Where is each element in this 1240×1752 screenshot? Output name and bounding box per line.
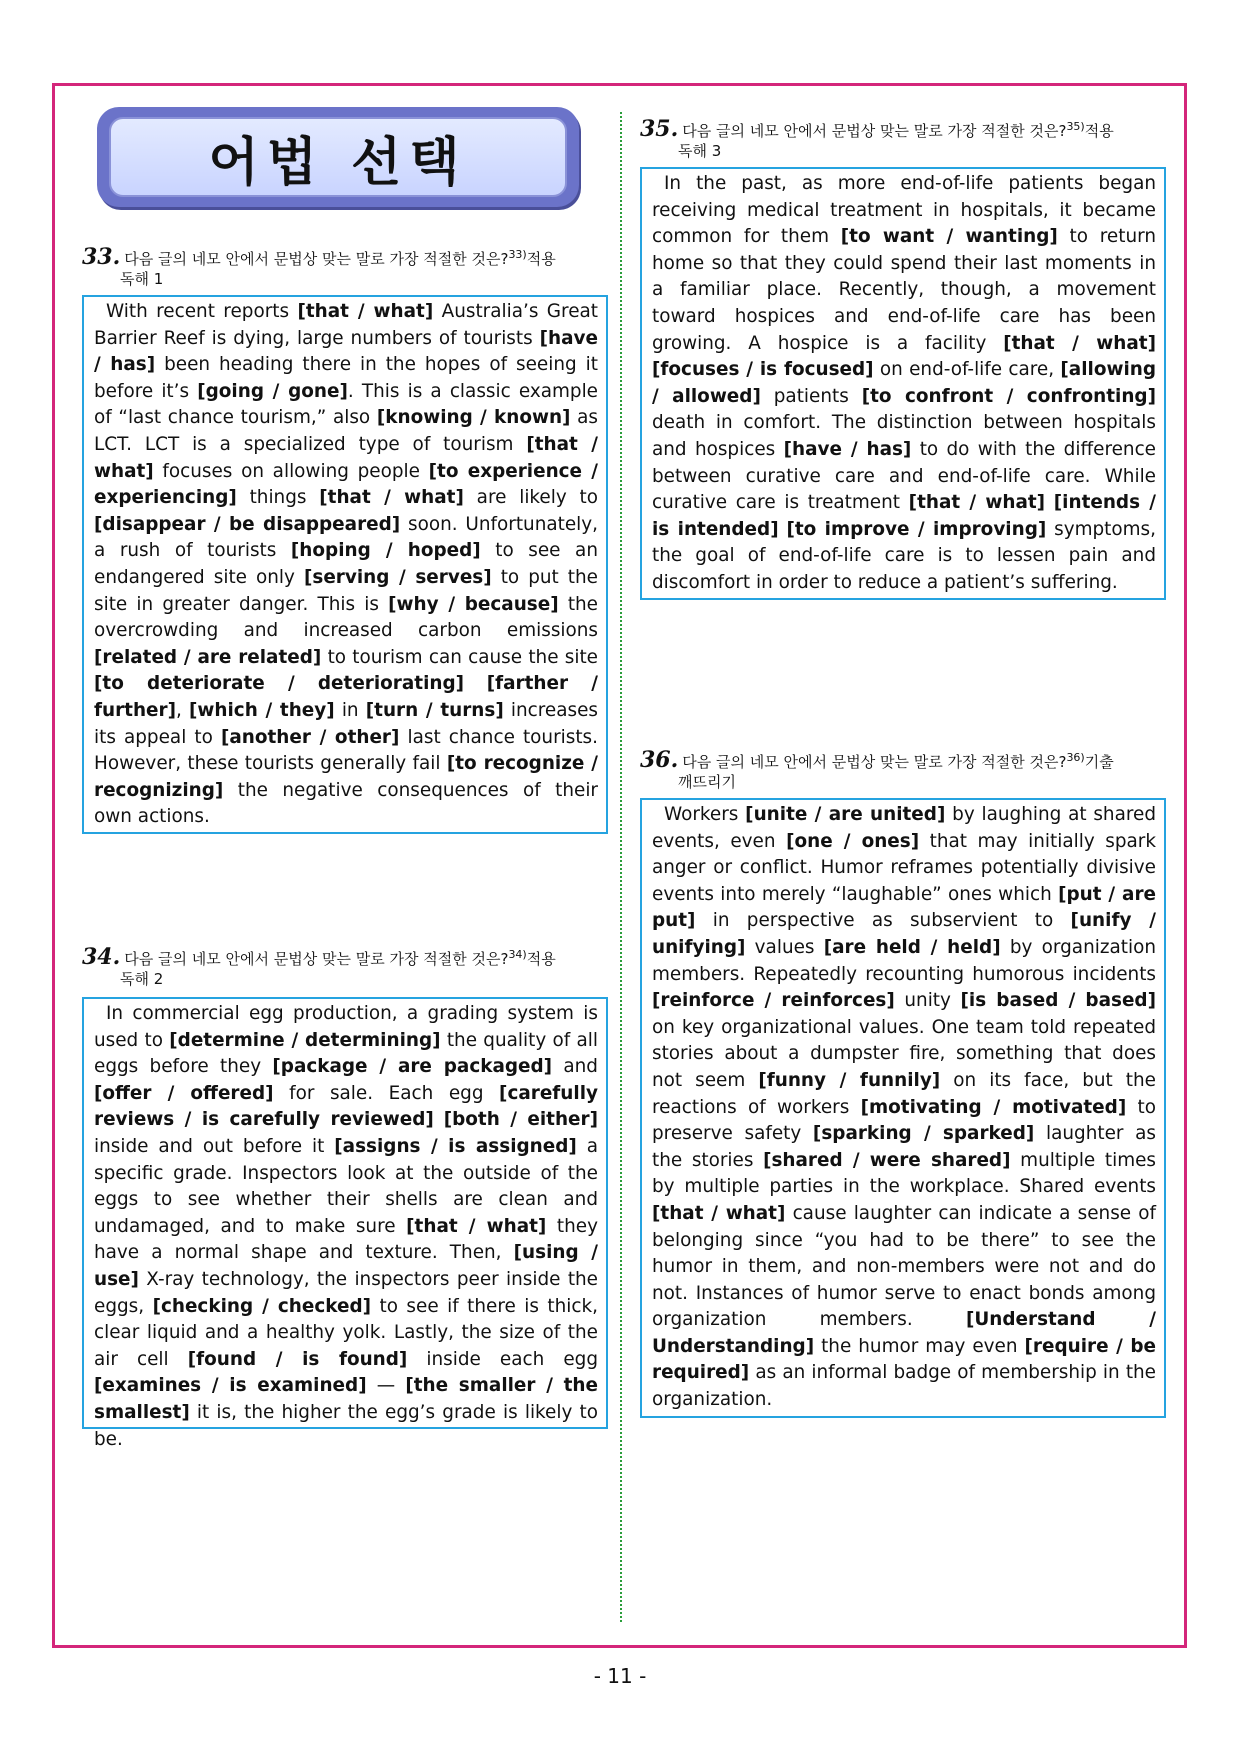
passage-text: — xyxy=(366,1375,406,1397)
passage-text: been heading there in the hopes of seeing it before it’s xyxy=(94,354,598,402)
grammar-choice: [both / either] xyxy=(443,1109,598,1131)
passage-text: for sale. Each egg xyxy=(273,1082,500,1104)
question-prompt: 다음 글의 네모 안에서 문법상 맞는 말로 가장 적절한 것은? xyxy=(124,950,509,968)
passage-box xyxy=(640,167,1166,600)
question-34-header xyxy=(82,945,608,989)
grammar-choice: [related / are related] xyxy=(94,646,322,668)
question-tag: 적용 xyxy=(526,250,556,268)
passage-text: as an informal badge of membership in the organization. xyxy=(652,1362,1156,1411)
grammar-choice: [examines / is examined] xyxy=(94,1375,367,1397)
grammar-choice: [put / are put] xyxy=(652,883,1156,932)
passage-text: on key organizational values. One team told repeated stories about a dumpster fire, something that does not seem xyxy=(652,1016,1156,1091)
page-number: - 11 - xyxy=(593,1664,647,1688)
passage-text: to return home so that they could spend their last moments in a familiar place. Recently, though, a movement toward hospices and end-of-life care has been growing. A hospice is a facility xyxy=(652,226,1157,354)
question-number: 36. xyxy=(640,747,679,773)
grammar-choice: [allowing / allowed] xyxy=(652,359,1156,407)
grammar-choice: [focuses / is focused] xyxy=(652,359,874,381)
section-title-inner xyxy=(109,117,567,197)
passage-text: Workers xyxy=(664,804,746,825)
passage-text: to tourism can cause the site xyxy=(321,646,598,668)
passage-text: soon. Unfortunately, a rush of tourists xyxy=(94,513,598,562)
passage-text: inside each egg xyxy=(407,1348,598,1370)
grammar-choice: [sparking / sparked] xyxy=(812,1123,1035,1145)
grammar-choice: [which / they] xyxy=(189,699,335,721)
passage-text: patients xyxy=(760,385,862,407)
grammar-choice: [one / ones] xyxy=(786,830,920,852)
section-title: 어법 선택 xyxy=(208,132,468,193)
grammar-choice: [to want / wanting] xyxy=(840,226,1058,248)
grammar-choice: [intends / is intended] xyxy=(652,492,1156,540)
grammar-choice: [shared / were shared] xyxy=(763,1149,1011,1171)
passage-text: In commercial egg production, a grading system is used to xyxy=(94,1003,598,1051)
passage-text: to see an endangered site only xyxy=(94,540,598,588)
question-subtitle: 독해 1 xyxy=(120,270,164,288)
passage-text: multiple times by multiple parties in the workplace. Shared events xyxy=(652,1149,1157,1198)
question-number: 34. xyxy=(82,944,121,970)
question-35-header xyxy=(640,117,1166,161)
grammar-choice: [going / gone] xyxy=(197,380,348,402)
grammar-choice: [is based / based] xyxy=(960,990,1156,1012)
grammar-choice: [checking / checked] xyxy=(152,1295,372,1317)
passage-text: focuses on allowing people xyxy=(153,460,429,482)
grammar-choice: [package / are packaged] xyxy=(272,1056,553,1078)
passage-text: X-ray technology, the inspectors peer inside the eggs, xyxy=(94,1268,598,1317)
grammar-choice: [unite / are united] xyxy=(745,804,946,825)
passage-text: a specific grade. Inspectors look at the outside of the eggs to see whether their shells are clean and undamaged, and to make sure xyxy=(94,1135,599,1237)
grammar-choice: [the smaller / the smallest] xyxy=(94,1375,598,1423)
passage-box xyxy=(640,798,1166,1418)
grammar-choice: [that / what] xyxy=(406,1215,547,1237)
grammar-choice: [determine / determining] xyxy=(169,1029,441,1051)
question-number: 35. xyxy=(640,116,679,142)
passage-text: inside and out before it xyxy=(94,1135,335,1157)
passage-text: as LCT. LCT is a specialized type of tourism xyxy=(94,407,598,455)
grammar-choice: [that / what] xyxy=(908,492,1046,514)
grammar-choice: [are held / held] xyxy=(823,936,1001,958)
grammar-choice: [that / what] xyxy=(297,301,434,322)
passage-text: things xyxy=(236,487,320,509)
passage-text: to see if there is thick, clear liquid and a healthy yolk. Lastly, the size of the air cell xyxy=(94,1295,599,1370)
passage-text: on its face, but the reactions of workers xyxy=(652,1069,1156,1118)
grammar-choice: [to deteriorate / deteriorating] xyxy=(94,673,465,695)
column-divider xyxy=(620,112,622,1622)
passage-text: death in comfort. The distinction between hospitals and hospices xyxy=(652,412,1156,460)
question-tag: 적용 xyxy=(526,950,556,968)
question-tag: 기출 xyxy=(1084,753,1114,771)
grammar-choice: [have / has] xyxy=(94,327,598,376)
passage-text: in xyxy=(334,699,366,721)
grammar-choice: [disappear / be disappeared] xyxy=(94,513,401,535)
grammar-choice: [motivating / motivated] xyxy=(860,1096,1127,1118)
footnote-ref: 35) xyxy=(1066,120,1085,133)
passage-text xyxy=(1045,492,1054,513)
passage-text xyxy=(464,673,487,694)
passage-box xyxy=(82,295,608,834)
question-36-header xyxy=(640,748,1166,792)
grammar-choice: [to improve / improving] xyxy=(786,518,1047,540)
passage-text: With recent reports xyxy=(106,301,298,322)
passage-text: by organization members. Repeatedly recounting humorous incidents xyxy=(652,936,1156,985)
question-prompt: 다음 글의 네모 안에서 문법상 맞는 말로 가장 적절한 것은? xyxy=(682,122,1067,140)
grammar-choice: [funny / funnily] xyxy=(758,1069,941,1091)
passage-text: the humor may even xyxy=(814,1335,1025,1357)
grammar-choice: [found / is found] xyxy=(187,1348,408,1370)
passage-text xyxy=(434,1109,444,1130)
passage-text: the quality of all eggs before they xyxy=(94,1029,598,1078)
grammar-choice: [why / because] xyxy=(388,593,559,615)
grammar-choice: [Understand / Understanding] xyxy=(652,1309,1156,1357)
grammar-choice: [require / be required] xyxy=(652,1335,1156,1384)
passage-text: on end-of-life care, xyxy=(873,359,1061,381)
footnote-ref: 36) xyxy=(1066,751,1085,764)
passage-text: the overcrowding and increased carbon emissions xyxy=(94,593,598,642)
question-number: 33. xyxy=(82,244,121,270)
question-prompt: 다음 글의 네모 안에서 문법상 맞는 말로 가장 적절한 것은? xyxy=(124,250,509,268)
passage-text: cause laughter can indicate a sense of belonging since “you had to be there” to see the humor in them, and non-members were not and do not. Instances of humor serve to enact bonds among organization members. xyxy=(652,1202,1156,1331)
passage-text: values xyxy=(745,936,824,958)
grammar-choice: [to experience / experiencing] xyxy=(94,460,599,509)
grammar-choice: [reinforce / reinforces] xyxy=(652,990,895,1012)
grammar-choice: [offer / offered] xyxy=(94,1082,274,1104)
grammar-choice: [serving / serves] xyxy=(303,566,492,588)
grammar-choice: [that / what] xyxy=(652,1202,786,1224)
question-33-header xyxy=(82,245,608,289)
question-subtitle: 독해 2 xyxy=(120,970,164,988)
passage-text: in perspective as subservient to xyxy=(695,910,1071,932)
passage-text: laughter as the stories xyxy=(652,1123,1156,1171)
footnote-ref: 34) xyxy=(508,948,527,961)
grammar-choice: [assigns / is assigned] xyxy=(334,1135,577,1157)
passage-text: that may initially spark anger or conflict. Humor reframes potentially divisive events into merely “laughable” ones which xyxy=(652,830,1156,905)
passage-text: , xyxy=(176,699,189,721)
grammar-choice: [knowing / known] xyxy=(376,407,571,429)
passage-text: and xyxy=(552,1056,598,1078)
grammar-choice: [have / has] xyxy=(783,438,912,460)
passage-text: unity xyxy=(894,990,961,1012)
grammar-choice: [that / what] xyxy=(1003,332,1156,354)
passage-text: Australia’s Great Barrier Reef is dying, large numbers of tourists xyxy=(94,301,599,349)
grammar-choice: [unify / unifying] xyxy=(652,910,1156,958)
passage-text: the negative consequences of their own actions. xyxy=(94,779,598,828)
passage-text: are likely to xyxy=(463,487,598,509)
question-subtitle: 깨뜨리기 xyxy=(678,773,736,791)
passage-text: . This is a classic example of “last chance tourism,” also xyxy=(94,380,598,429)
grammar-choice: [another / other] xyxy=(220,726,400,748)
grammar-choice: [to confront / confronting] xyxy=(861,385,1156,407)
passage-text: they have a normal shape and texture. Then, xyxy=(94,1215,598,1264)
passage-text: increases its appeal to xyxy=(94,699,598,748)
question-prompt: 다음 글의 네모 안에서 문법상 맞는 말로 가장 적절한 것은? xyxy=(682,753,1067,771)
passage-text: it is, the higher the egg’s grade is likely to be. xyxy=(94,1401,598,1450)
passage-text: by laughing at shared events, even xyxy=(652,804,1157,852)
passage-text: to put the site in greater danger. This is xyxy=(94,566,598,615)
passage-text: last chance tourists. However, these tourists generally fail xyxy=(94,726,598,775)
question-subtitle: 독해 3 xyxy=(678,142,722,160)
passage-text: In the past, as more end-of-life patients began receiving medical treatment in hospitals, it became common for them xyxy=(652,173,1156,248)
grammar-choice: [carefully reviews / is carefully reviewed] xyxy=(94,1082,598,1131)
footnote-ref: 33) xyxy=(508,248,527,261)
passage-text: to do with the difference between curative care and end-of-life care. While curative care is treatment xyxy=(652,438,1156,514)
grammar-choice: [farther / further] xyxy=(94,673,598,721)
grammar-choice: [that / what] xyxy=(319,487,464,509)
passage-box xyxy=(82,997,608,1450)
passage-text: symptoms, the goal of end-of-life care is to lessen pain and discomfort in order to reduce a patient’s suffering. xyxy=(652,518,1156,593)
grammar-choice: [to recognize / recognizing] xyxy=(94,753,598,801)
section-title-banner xyxy=(97,107,579,207)
grammar-choice: [that / what] xyxy=(94,433,598,482)
grammar-choice: [using / use] xyxy=(94,1242,599,1290)
question-tag: 적용 xyxy=(1084,122,1114,140)
grammar-choice: [hoping / hoped] xyxy=(290,540,481,562)
passage-text: to preserve safety xyxy=(652,1096,1157,1145)
grammar-choice: [turn / turns] xyxy=(365,699,504,721)
